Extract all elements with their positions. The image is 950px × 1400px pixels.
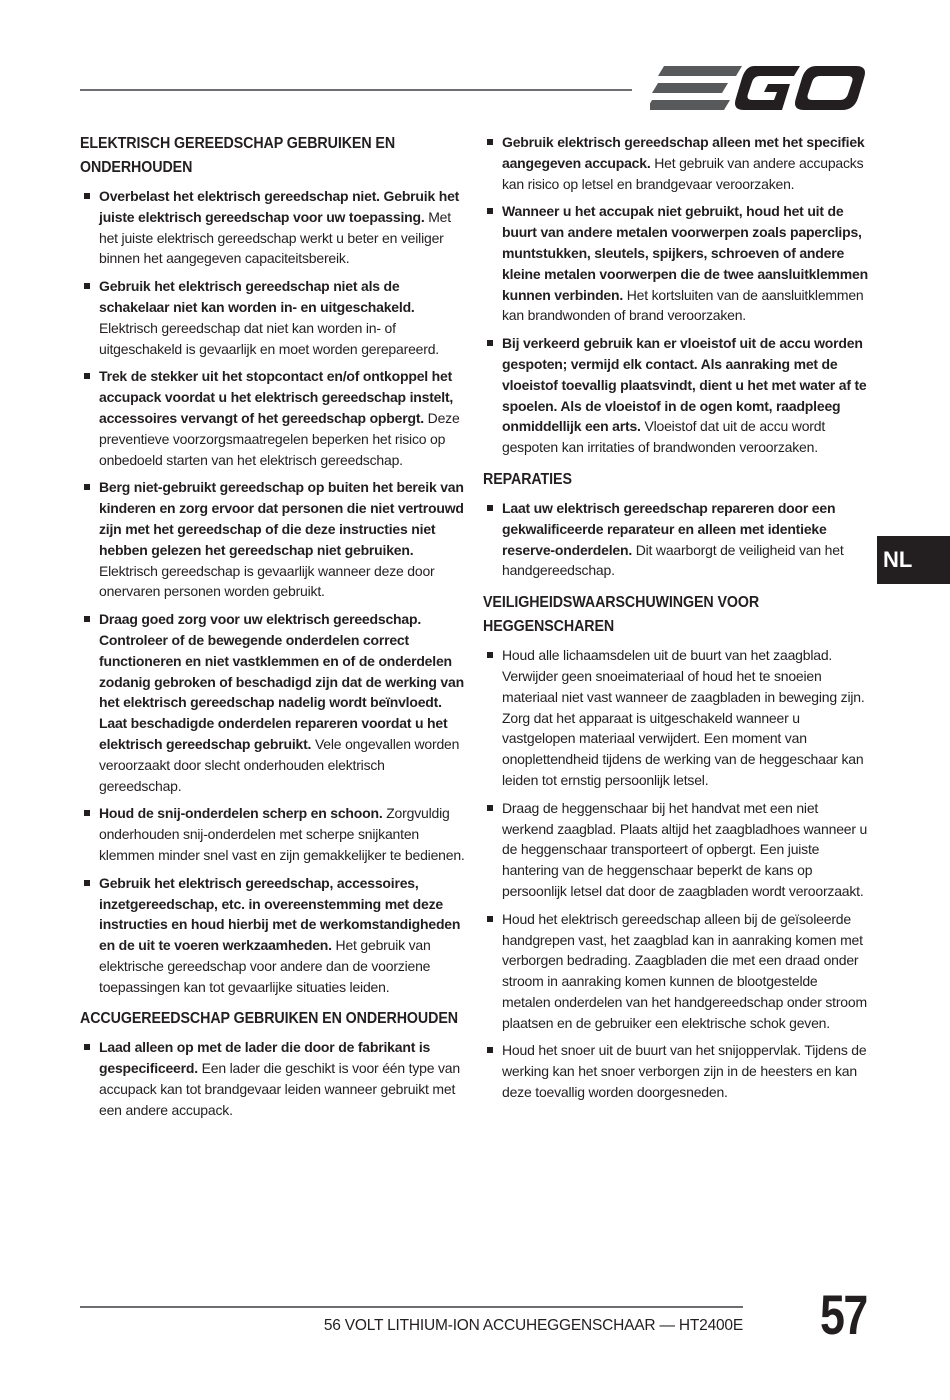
list-item: Wanneer u het accupak niet gebruikt, houd het uit de buurt van andere metalen voorwerpen zoals paperclips, muntstukken, sleutels, spijkers, schroeven of andere kleine metalen voorwerpen die de twee aansluitklemmen kunnen verbinden. Het kortsluiten van de aansluitklemmen kan brandwonden of brand veroorzaken. bbox=[483, 201, 868, 326]
list-item: Gebruik het elektrisch gereedschap, accessoires, inzetgereedschap, etc. in overeenstemming met deze instructies en houd hierbij met de werkomstandigheden en de uit te voeren werkzaamheden. Het gebruik van elektrische gereedschap voor andere dan de voorziene toepassingen kan tot gevaarlijke situaties leiden. bbox=[80, 873, 465, 998]
list-use-maintenance bbox=[80, 186, 465, 997]
section-title-battery-tools: ACCUGEREEDSCHAP GEBRUIKEN EN ONDERHOUDEN bbox=[80, 1010, 458, 1028]
list-item: Laad alleen op met de lader die door de fabrikant is gespecificeerd. Een lader die geschikt is voor één type van accupack kan tot brandgevaar leiden wanneer gebruikt met een andere accupack. bbox=[80, 1037, 465, 1120]
page-number: 57 bbox=[820, 1283, 867, 1346]
list-item: Houd alle lichaamsdelen uit de buurt van het zaagblad. Verwijder geen snoeimateriaal of houd het te snoeien materiaal niet vast wanneer de zaagbladen in beweging zijn. Zorg dat het apparaat is uitgeschakeld wanneer u vastgelopen materiaal verwijdert. Een moment van onoplettendheid tijdens de werking van de heggeschaar kan leiden tot ernstig persoonlijk letsel. bbox=[483, 645, 868, 791]
right-column bbox=[483, 132, 868, 1113]
left-column bbox=[80, 132, 465, 1131]
list-item: Gebruik het elektrisch gereedschap niet als de schakelaar niet kan worden in- en uitgeschakeld. Elektrisch gereedschap dat niet kan worden in- of uitgeschakeld is gevaarlijk en moet worden gerepareerd. bbox=[80, 276, 465, 359]
section-title-repairs: REPARATIES bbox=[483, 470, 572, 488]
header-rule bbox=[80, 89, 632, 91]
list-item: Berg niet-gebruikt gereedschap op buiten het bereik van kinderen en zorg ervoor dat personen die niet vertrouwd zijn met het gereedschap of die deze instructies niet hebben gelezen het gereedschap niet gebruiken. Elektrisch gereedschap is gevaarlijk wanneer deze door onervaren personen worden gebruikt. bbox=[80, 477, 465, 602]
ego-logo bbox=[650, 62, 865, 114]
list-battery-tools-continued bbox=[483, 132, 868, 458]
list-item: Houd het snoer uit de buurt van het snijoppervlak. Tijdens de werking kan het snoer verborgen zijn in de heesters en kan deze toevallig worden doorgesneden. bbox=[483, 1040, 868, 1102]
footer-rule bbox=[80, 1306, 743, 1308]
language-tab: NL bbox=[877, 536, 950, 584]
footer-title: 56 VOLT LITHIUM-ION ACCUHEGGENSCHAAR — HT2400E bbox=[323, 1317, 743, 1334]
list-item: Draag de heggenschaar bij het handvat met een niet werkend zaagblad. Plaats altijd het zaagbladhoes wanneer u de heggenschaar transporteert of opbergt. Een juiste hantering van de heggenschaar beperkt de kans op persoonlijk letsel dat door de zaagbladen wordt veroorzaakt. bbox=[483, 798, 868, 902]
logo-text: EGO bbox=[650, 62, 653, 63]
list-hedge-trimmer-warnings bbox=[483, 645, 868, 1103]
list-battery-tools bbox=[80, 1037, 465, 1120]
section-title-use-maintenance: ELEKTRISCH GEREEDSCHAP GEBRUIKEN EN ONDERHOUDEN bbox=[80, 135, 396, 176]
list-item: Overbelast het elektrisch gereedschap niet. Gebruik het juiste elektrisch gereedschap voor uw toepassing. Met het juiste elektrisch gereedschap werkt u beter en veiliger binnen het aangegeven capaciteitsbereik. bbox=[80, 186, 465, 269]
list-item: Trek de stekker uit het stopcontact en/of ontkoppel het accupack voordat u het elektrisch gereedschap instelt, accessoires vervangt of het gereedschap opbergt. Deze preventieve voorzorgsmaatregelen beperken het risico op onbedoeld starten van het elektrisch gereedschap. bbox=[80, 366, 465, 470]
list-item: Draag goed zorg voor uw elektrisch gereedschap. Controleer of de bewegende onderdelen correct functioneren en niet vastklemmen en of de onderdelen zodanig gebroken of beschadigd zijn dat de werking van het elektrisch gereedschap nadelig wordt beïnvloedt. Laat beschadigde onderdelen repareren voordat u het elektrisch gereedschap gebruikt. Vele ongevallen worden veroorzaakt door slecht onderhouden elektrisch gereedschap. bbox=[80, 609, 465, 796]
section-title-hedge-trimmer-warnings: VEILIGHEIDSWAARSCHUWINGEN VOOR HEGGENSCHAREN bbox=[483, 594, 760, 636]
list-item: Houd de snij-onderdelen scherp en schoon. Zorgvuldig onderhouden snij-onderdelen met scherpe snijkanten klemmen minder snel vast en zijn gemakkelijker te bedienen. bbox=[80, 803, 465, 865]
list-item: Laat uw elektrisch gereedschap repareren door een gekwalificeerde reparateur en alleen met identieke reserve-onderdelen. Dit waarborgt de veiligheid van het handgereedschap. bbox=[483, 498, 868, 581]
list-item: Bij verkeerd gebruik kan er vloeistof uit de accu worden gespoten; vermijd elk contact. Als aanraking met de vloeistof toevallig plaatsvindt, dient u het met water af te spoelen. Als de vloeistof in de ogen komt, raadpleeg onmiddellijk een arts. Vloeistof dat uit de accu wordt gespoten kan irritaties of brandwonden veroorzaken. bbox=[483, 333, 868, 458]
list-repairs bbox=[483, 498, 868, 581]
list-item: Houd het elektrisch gereedschap alleen bij de geïsoleerde handgrepen vast, het zaagblad kan in aanraking komen met verborgen bedrading. Zaagbladen die met een draad onder stroom in aanraking komen kunnen de blootgestelde metalen onderdelen van het handgereedschap onder stroom plaatsen en de gebruiker een elektrische schok geven. bbox=[483, 909, 868, 1034]
list-item: Gebruik elektrisch gereedschap alleen met het specifiek aangegeven accupack. Het gebruik van andere accupacks kan risico op letsel en brandgevaar veroorzaken. bbox=[483, 132, 868, 194]
